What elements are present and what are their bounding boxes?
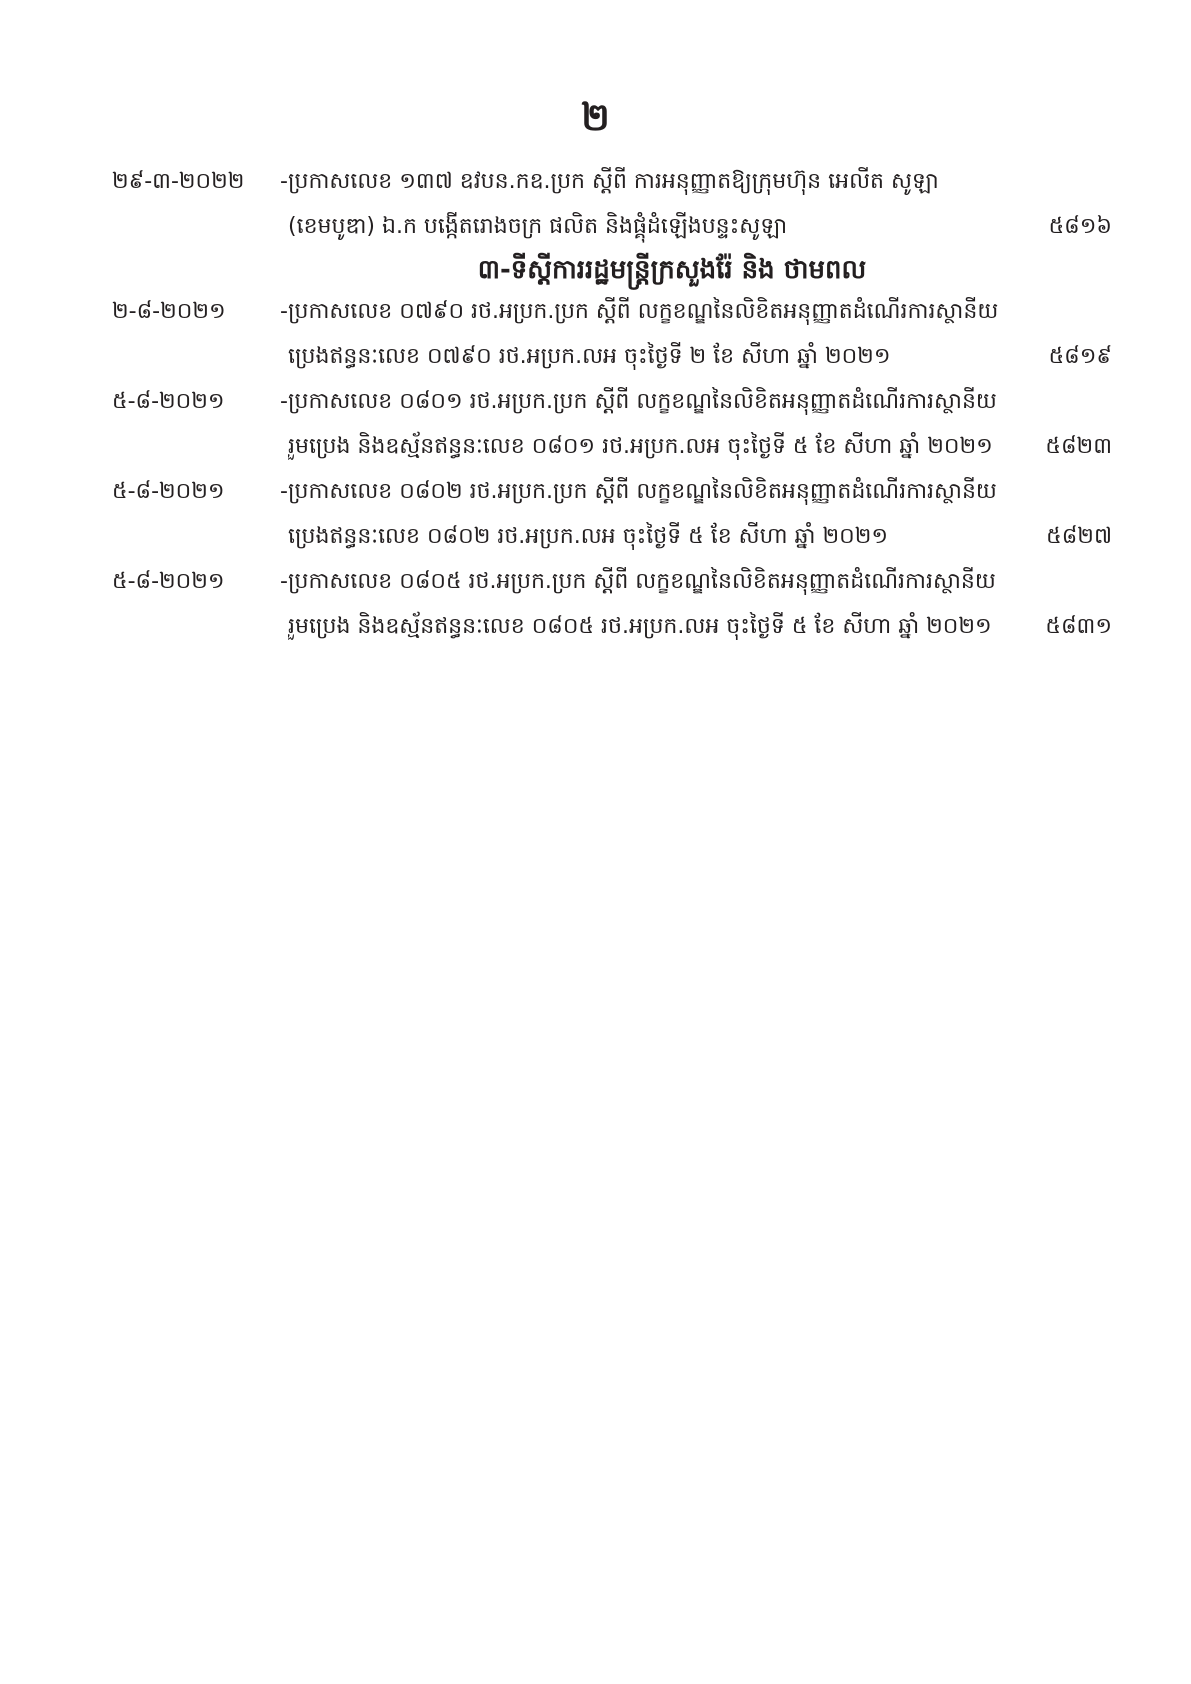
entry-title-line1: -ប្រកាសលេខ ១៣៧ ឧវបន.កឧ.ប្រក ស្តីពី ការអនុញ្ញាតឱ្យក្រុមហ៊ុន អេលីត សូឡា	[280, 169, 939, 194]
entry-page-ref: ៥៨៣១	[1045, 614, 1112, 639]
toc-entry	[112, 160, 1112, 250]
entry-date: ២-៨-២០២១	[112, 299, 226, 324]
entry-page-ref: ៥៨១៩	[1048, 344, 1112, 369]
toc-entry	[112, 290, 1112, 380]
entry-date: ៥-៨-២០២១	[112, 389, 225, 414]
section-heading: ៣-ទីស្តីការរដ្ឋមន្ត្រីក្រសួងរ៉ែ និង ថាមពល	[477, 255, 867, 285]
entry-title-line2: (ខេមបូឌា) ឯ.ក បង្កើតរោងចក្រ ផលិត និងផ្គុំដំឡើងបន្ទះសូឡា	[288, 214, 788, 239]
entry-page-ref: ៥៨២៧	[1046, 524, 1112, 549]
entry-title-line2: ប្រេងឥន្ធនៈលេខ ០៨០២ រថ.អប្រក.លអ ចុះថ្ងៃទី ៥ ខែ សីហា ឆ្នាំ ២០២១	[288, 524, 889, 549]
toc-entry	[112, 470, 1112, 560]
toc-entry	[112, 560, 1112, 650]
entry-date: ៥-៨-២០២១	[112, 479, 225, 504]
toc-entry	[112, 380, 1112, 470]
entry-title-line2: រួមប្រេង និងឧស្ម័នឥន្ធនៈលេខ ០៨០៥ រថ.អប្រក.លអ ចុះថ្ងៃទី ៥ ខែ សីហា ឆ្នាំ ២០២១	[288, 614, 992, 639]
entry-title-line1: -ប្រកាសលេខ ០៨០១ រថ.អប្រក.ប្រក ស្តីពី លក្ខខណ្ឌនៃលិខិតអនុញ្ញាតដំណើរការស្ថានីយ	[280, 389, 997, 414]
entry-title-line1: -ប្រកាសលេខ ០៧៩០ រថ.អប្រក.ប្រក ស្តីពី លក្ខខណ្ឌនៃលិខិតអនុញ្ញាតដំណើរការស្ថានីយ	[280, 299, 999, 324]
entry-date: ៥-៨-២០២១	[112, 569, 225, 594]
entry-title-line2: ប្រេងឥន្ធនៈលេខ ០៧៩០ រថ.អប្រក.លអ ចុះថ្ងៃទី ២ ខែ សីហា ឆ្នាំ ២០២១	[288, 344, 891, 369]
entry-title-line2: រួមប្រេង និងឧស្ម័នឥន្ធនៈលេខ ០៨០១ រថ.អប្រក.លអ ចុះថ្ងៃទី ៥ ខែ សីហា ឆ្នាំ ២០២១	[288, 434, 993, 459]
entry-page-ref: ៥៨២៣	[1045, 434, 1112, 459]
entry-page-ref: ៥៨១៦	[1048, 214, 1112, 239]
entry-title-line1: -ប្រកាសលេខ ០៨០២ រថ.អប្រក.ប្រក ស្តីពី លក្ខខណ្ឌនៃលិខិតអនុញ្ញាតដំណើរការស្ថានីយ	[280, 479, 997, 504]
entry-title-line1: -ប្រកាសលេខ ០៨០៥ រថ.អប្រក.ប្រក ស្តីពី លក្ខខណ្ឌនៃលិខិតអនុញ្ញាតដំណើរការស្ថានីយ	[280, 569, 996, 594]
page-number: ២	[581, 95, 610, 139]
entry-date: ២៩-៣-២០២២	[112, 169, 245, 194]
table-of-contents	[112, 160, 1112, 650]
